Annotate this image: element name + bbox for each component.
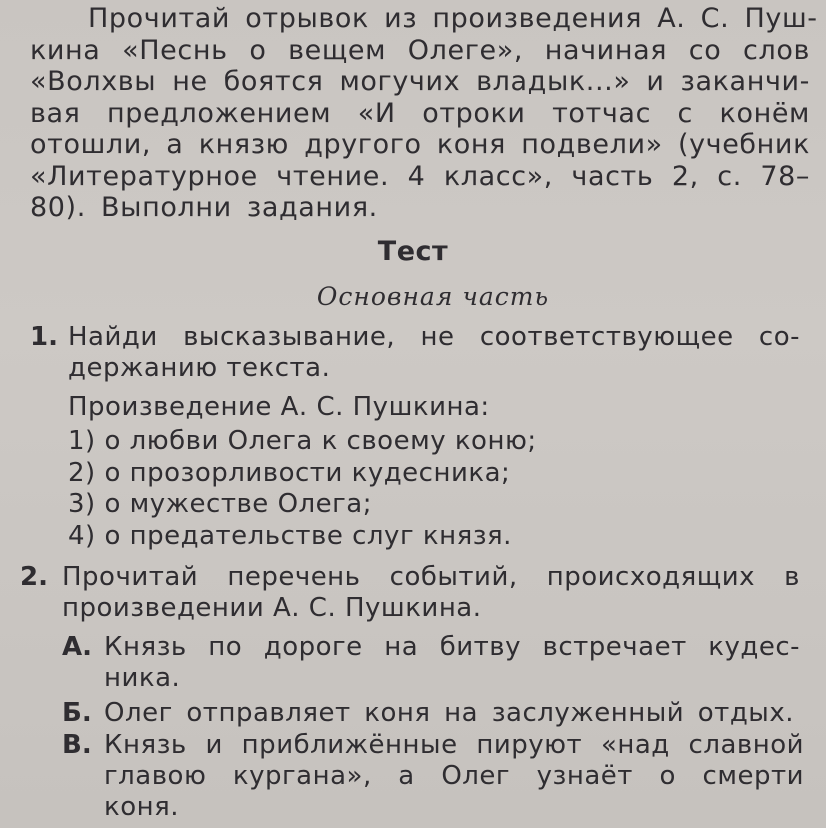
event-line: Князь и приближённые пируют «над славной [104,730,804,760]
event-line: коня. [104,792,180,822]
intro-line: кина «Песнь о вещем Олеге», начиная со слов [30,34,810,66]
intro-line: «Волхвы не боятся могучих владык...» и заканчи- [30,66,810,97]
event-line: ника. [104,663,181,693]
test-title: Тест [377,236,449,267]
intro-line: Прочитай отрывок из произведения А. С. Пуш- [88,3,818,34]
question-1-number: 1. [30,322,58,352]
option-4: 4) о предательстве слуг князя. [68,520,512,551]
event-a-text [104,632,800,694]
event-b-letter: Б. [62,698,92,728]
intro-paragraph [30,3,818,224]
intro-line: 80). Выполни задания. [30,192,378,223]
intro-line: отошли, а князю другого коня подвели» (учебник [30,129,810,160]
question-1-line: держанию текста. [68,353,331,383]
option-1: 1) о любви Олега к своему коню; [68,426,537,456]
option-3: 3) о мужестве Олега; [68,489,372,519]
intro-line: вая предложением «И отроки тотчас с конём [30,97,810,129]
event-a-letter: А. [62,632,92,662]
question-1-line: Найди высказывание, не соответствующее со- [68,322,800,352]
question-1-prompt: Произведение А. С. Пушкина: [68,392,490,422]
event-line: главою кургана», а Олег узнаёт о смерти [104,761,804,791]
event-b-text [104,698,794,729]
option-2: 2) о прозорливости кудесника; [68,457,511,488]
section-title: Основная часть [316,282,550,311]
question-2-number: 2. [20,562,48,592]
question-2-text [62,562,800,624]
question-2-line: произведении А. С. Пушкина. [62,593,482,623]
event-v-letter: В. [62,730,92,760]
event-v-text [104,730,804,823]
question-1-text [68,322,800,384]
event-line: Князь по дороге на битву встречает кудес- [104,632,800,662]
intro-line: «Литературное чтение. 4 класс», часть 2, с. 78– [30,160,810,192]
question-1-options [68,426,537,552]
event-line: Олег отправляет коня на заслуженный отдых. [104,698,794,728]
question-2-line: Прочитай перечень событий, происходящих в [62,562,800,592]
